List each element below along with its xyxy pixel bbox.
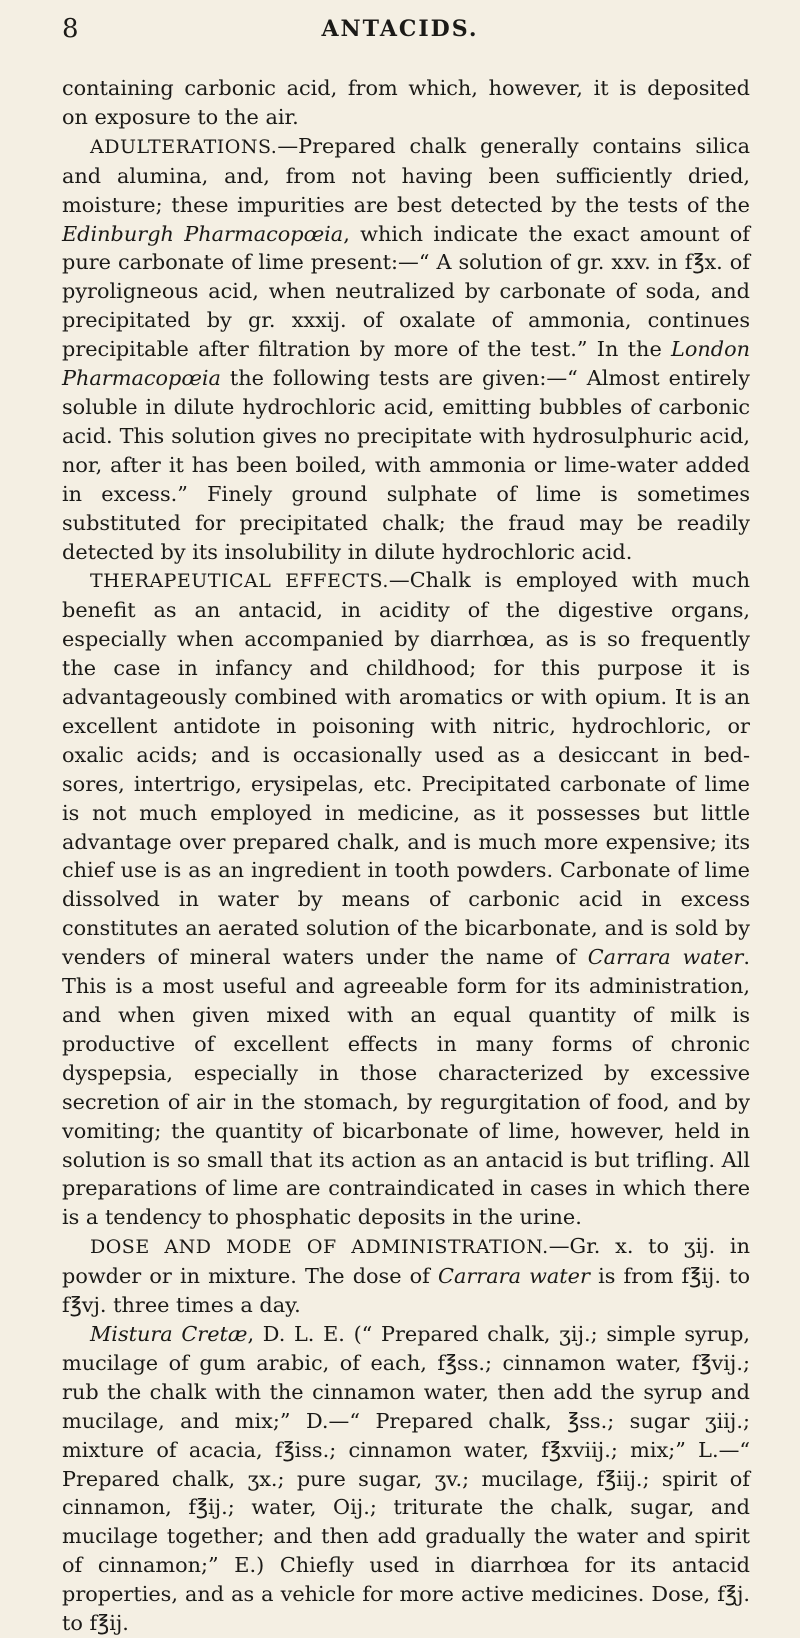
paragraph-text: is from f℥ij. to f℥vj. three times a day. xyxy=(62,1264,750,1318)
paragraph-continuation xyxy=(62,74,750,132)
paragraph-dose xyxy=(62,1232,750,1320)
paragraph-mistura-cretae xyxy=(62,1320,750,1638)
paragraph-text: . This is a most useful and agreeable form for its administration, and when given mixed with an equal quantity of milk is productive of excellent effects in many forms of chronic dyspepsia, especially in those characterized by excessive secretion of air in the stomach, by regurgitation of food, and by vomiting; the quantity of bicarbonate of lime, however, held in solution is so small that its action as an antacid is but trifling. All preparations of lime are contraindicated in cases in which there is a tendency to phosphatic deposits in the urine. xyxy=(62,945,750,1230)
paragraph-text: , D. L. E. (“ Prepared chalk, ʒij.; simple syrup, mucilage of gum arabic, of each, f℥ss.; cinnamon water, f℥vij.; rub the chalk with the cinnamon water, then add the syrup and mucilage, and mix;” D.—“ Prepared chalk, ℥ss.; sugar ʒiij.; mixture of acacia, f℥iss.; cinnamon water, f℥xviij.; mix;” L.—“ Prepared chalk, ʒx.; pure sugar, ʒv.; mucilage, f℥iij.; spirit of cinnamon, f℥ij.; water, Oij.; triturate the chalk, sugar, and mucilage together; and then add gradually the water and spirit of cinnamon;” E.) Chiefly used in diarrhœa for its antacid properties, and as a vehicle for more active medicines. Dose, f℥j. to f℥ij. xyxy=(62,1321,750,1636)
italic-text: Edinburgh Pharmacopœia xyxy=(62,221,344,246)
section-heading-dose: DOSE AND MODE OF ADMINISTRATION. xyxy=(90,1236,549,1259)
paragraph-text: , which indicate the exact amount of pure carbonate of lime present:—“ A solution of gr. xxv. in f℥x. of pyroligneous acid, when neutralized by carbonate of soda, and precipitated by gr. xxxij. of oxalate of ammonia, continues precipitable after filtration by more of the test.” In the xyxy=(62,221,750,362)
paragraph-adulterations xyxy=(62,132,750,567)
italic-text: Mistura Cretæ xyxy=(90,1321,248,1346)
italic-text: Carrara water xyxy=(587,945,744,970)
italic-text: Carrara water xyxy=(438,1264,590,1289)
page-number: 8 xyxy=(62,14,80,44)
section-heading-adulterations: ADULTERATIONS. xyxy=(90,135,278,158)
running-title: ANTACIDS. xyxy=(321,16,479,42)
page-header xyxy=(0,12,800,52)
italic-text: London Pharmacopœia xyxy=(62,337,750,391)
paragraph-text: containing carbonic acid, from which, however, it is deposited on exposure to the air. xyxy=(62,76,750,129)
body-text xyxy=(62,74,750,1638)
paragraph-therapeutical-effects xyxy=(62,566,750,1232)
section-heading-therapeutical-effects: THERAPEUTICAL EFFECTS. xyxy=(90,570,389,593)
paragraph-text: the following tests are given:—“ Almost entirely soluble in dilute hydrochloric acid, emitting bubbles of carbonic acid. This solution gives no precipitate with hydrosulphuric acid, nor, after it has been boiled, with ammonia or lime-water added in excess.” Finely ground sulphate of lime is sometimes substituted for precipitated chalk; the fraud may be readily detected by its insolubility in dilute hydrochloric acid. xyxy=(62,366,750,564)
paragraph-text: —Prepared chalk generally contains silica and alumina, and, from not having been sufficiently dried, moisture; these impurities are best detected by the tests of the xyxy=(62,133,750,217)
paragraph-text: —Gr. x. to ʒij. in powder or in mixture. The dose of xyxy=(62,1234,750,1289)
paragraph-text: —Chalk is employed with much benefit as an antacid, in acidity of the digestive organs, especially when accompanied by diarrhœa, as is so frequently the case in infancy and childhood; for this purpose it is advantageously combined with aromatics or with opium. It is an excellent antidote in poisoning with nitric, hydrochloric, or oxalic acids; and is occasionally used as a desiccant in bed-sores, intertrigo, erysipelas, etc. Precipitated carbonate of lime is not much employed in medicine, as it possesses but little advantage over prepared chalk, and is much more expensive; its chief use is as an ingredient in tooth powders. Carbonate of lime dissolved in water by means of carbonic acid in excess constitutes an aerated solution of the bicarbonate, and is sold by venders of mineral waters under the name of xyxy=(62,568,750,970)
